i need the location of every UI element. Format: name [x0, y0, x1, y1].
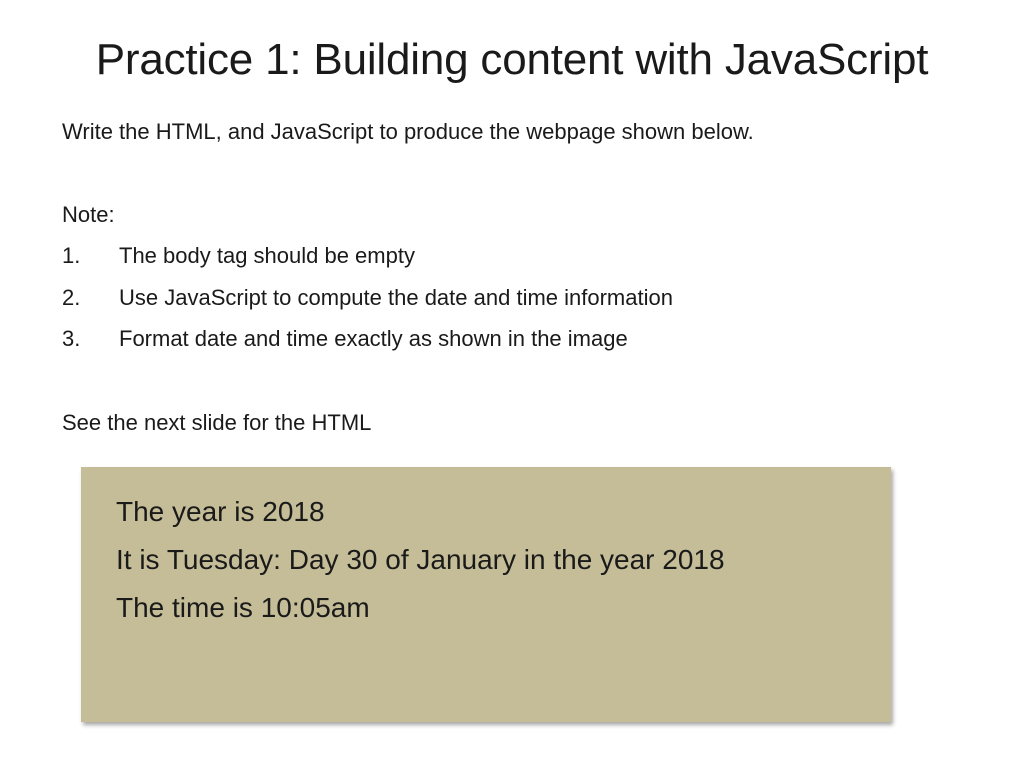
output-line-date: It is Tuesday: Day 30 of January in the year 2018 — [116, 544, 725, 575]
list-item-text: Use JavaScript to compute the date and time information — [119, 284, 673, 310]
intro-text: Write the HTML, and JavaScript to produce the webpage shown below. — [62, 119, 754, 144]
output-line-time: The time is 10:05am — [116, 592, 370, 623]
list-item-number: 1. — [62, 243, 81, 268]
note-list — [62, 242, 673, 367]
note-label: Note: — [62, 202, 115, 227]
output-line-year: The year is 2018 — [116, 496, 325, 527]
list-item-text: The body tag should be empty — [119, 243, 415, 268]
output-preview-box — [81, 467, 891, 722]
slide-title: Practice 1: Building content with JavaScript — [95, 35, 929, 84]
list-item-number: 3. — [62, 326, 81, 351]
list-item — [62, 242, 673, 284]
list-item — [62, 325, 673, 367]
list-item-number: 2. — [62, 284, 81, 310]
list-item-text: Format date and time exactly as shown in the image — [119, 326, 628, 351]
closing-text: See the next slide for the HTML — [62, 410, 372, 435]
list-item — [62, 284, 673, 326]
